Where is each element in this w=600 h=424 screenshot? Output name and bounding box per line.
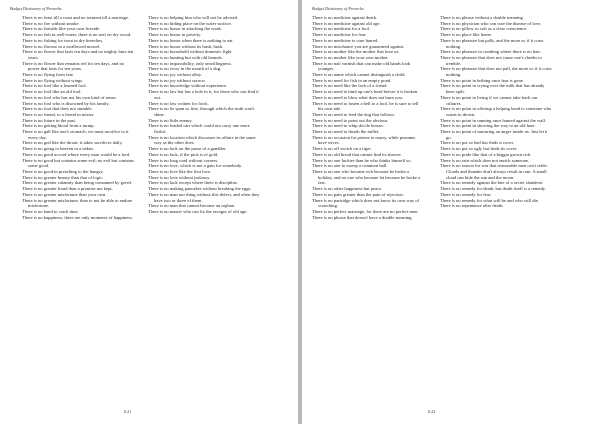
proverb-entry: There is no fool who has not his own kind of sense. [22, 94, 117, 100]
proverb-entry: There is no point in offering a helping hand to someone who wants to drown. [440, 106, 552, 117]
proverb-entry: There is no fishing for trout in dry breeches. [22, 37, 104, 43]
proverb-entry: There is no remedy for what will be and who will die. [440, 197, 539, 203]
proverb-entry: There is no knowledge without experience. [148, 83, 228, 89]
proverb-entry: There is no need for fish in an empty pond. [312, 77, 392, 83]
proverb-entry: There is no flying from fate. [22, 72, 75, 78]
proverb-entry: There is no mischance you are guaranteed against. [312, 43, 405, 49]
proverb-entry: There is no household without domestic fight. [148, 49, 233, 55]
proverb-entry: There is no remedy for death, but death itself is a remedy. [440, 186, 546, 192]
proverb-entry: There is no physician who can cure the disease of love. [440, 20, 542, 26]
proverb-entry: There is no greater misfortune than your own. [22, 191, 107, 197]
proverb-entry: There is no hunting but with old hounds. [148, 54, 223, 60]
proverb-entry: There is no pleasure that does not cause one's cheeks to tremble. [440, 54, 542, 66]
proverb-entry: There is no need to fasten a bell to a fool, he is sure to tell his own tale. [312, 100, 419, 112]
proverb-entry: There is no name which cannot distinguish a child. [312, 72, 406, 78]
proverb-entry: There is no pleasure but palls, and the more so if it costs nothing. [440, 37, 544, 49]
proverb-entry: There is no flying without wings. [22, 77, 84, 83]
proverb-entry: There is no reason for war that reasonable men can't settle. Clouds and thunder don't always result in rain. A small cloud can hide the sun and the moon. [440, 163, 548, 180]
proverb-column-left-2 [148, 15, 260, 215]
proverb-entry: There is no fool who is disowned by his family. [22, 100, 110, 106]
proverb-entry: There is no place like home. [440, 32, 493, 38]
proverb-entry: There is no rain which does not enrich someone. [440, 157, 530, 163]
proverb-entry: There is no luck except where there is discipline. [148, 180, 238, 186]
proverb-entry: There is no occasion for priests to marry, while peasants have wives. [312, 134, 416, 146]
proverb-entry: There is no fish in well-water, there is no seal on dry wood. [22, 32, 132, 38]
proverb-entry: There is no man nor thing without this defect, and often they have two or three of them. [148, 191, 260, 203]
proverb-entry: There is no need to blow what does not burn you. [312, 94, 403, 100]
proverb-entry: There is no flavour in a swallowed morsel. [22, 43, 101, 49]
proverb-entry: There is no ivory in the mouth of a dog. [148, 66, 222, 72]
proverb-column-right-2 [440, 15, 552, 209]
proverb-entry: There is no good in preaching to the hungry. [22, 168, 104, 174]
proverb-entry: There is no old bread that cannot find its shower. [312, 151, 402, 157]
proverb-entry: There is no pot so bad but finds it cover. [440, 140, 514, 146]
proverb-entry: There is no greater fraud than a promise not kept. [22, 186, 113, 192]
proverb-entry: There is no hiding place on the water surface. [148, 20, 232, 26]
proverb-entry: There is no point in crying over the milk that has already been spilt. [440, 83, 545, 95]
proverb-entry: There is no pot so ugly but finds its cover. [440, 146, 518, 152]
running-header: Budget Dictionary of Proverbs [10, 6, 62, 11]
proverb-entry: There is no love, which is not a gain for somebody. [148, 163, 243, 169]
proverb-entry: There is no location which discusses its affairs in the same way as the other does. [148, 134, 256, 146]
proverb-entry: There is no nail varnish that can make old hands look younger. [312, 60, 411, 72]
proverb-entry: There is no need like the lack of a friend. [312, 83, 388, 89]
proverb-entry: There is no good but contains some evil; no evil but contains some good. [22, 157, 134, 169]
proverb-entry: There is no off switch on a tiger. [312, 146, 372, 152]
proverb-entry: There is no lie spun so fine, through which the truth won't shine. [148, 106, 255, 117]
proverb-entry: There is no man that cannot become an orphan. [148, 203, 236, 209]
proverb-entry: There is no partridge which does not know its own way of scratching. [312, 197, 420, 209]
proverb-entry: There is no medicine for a fool. [312, 26, 371, 32]
proverb-entry: There is no point in living if we cannot take back our cultures. [440, 94, 538, 106]
proverb-entry: There is no fool like an old fool. [22, 89, 82, 95]
proverb-entry: There is no phrase without a double meaning. [440, 15, 524, 20]
proverb-entry: There is no remedy for fear. [440, 191, 492, 197]
proverb-entry: There is no future in the past. [22, 117, 76, 123]
proverb-entry: There is no pain greater than the pain of rejection. [312, 191, 404, 197]
proverb-entry: There is no medicine against death. [312, 15, 378, 20]
proverb-entry: There is no one to sweep a common hall. [312, 163, 388, 169]
proverb-entry: There is no law written for fools. [148, 100, 209, 106]
proverb-entry: There is no point in showing the way to an old hare. [440, 123, 536, 129]
proverb-entry: There is no good accord where every man would be a lord. [22, 151, 131, 157]
proverb-entry: There is no gall like one's stomach; we must sacrifice to it every day. [22, 129, 129, 140]
proverb-entry: There is no friend, to a friend in mister. [22, 111, 95, 117]
proverb-entry: There is no greater calamity than being consumed by greed. [22, 180, 132, 186]
proverb-entry: There is no other happiness but peace. [312, 186, 383, 192]
proverb-entry: There is no house without its hush, hush. [148, 43, 224, 49]
proverb-entry: There is no pride like that of a beggar grown rich. [440, 151, 532, 157]
proverb-entry: There is no joy without alloy. [148, 72, 203, 78]
proverb-entry: There is no joy without sorrow. [148, 77, 206, 83]
proverb-entry: There is no making pancakes without breaking the eggs. [148, 186, 252, 192]
proverb-entry: There is no mother like the mother that bore us. [312, 49, 400, 55]
proverb-entry: There is no need to thrash the millet. [312, 129, 380, 135]
proverb-entry: There is no happiness; there are only moments of happiness. [22, 214, 133, 220]
proverb-entry: There is no point in running once hunted against the wall. [440, 117, 547, 123]
proverb-entry: There is no flower that lasts ten days and no mighty lasts ten years. [22, 49, 134, 60]
proverb-entry: There is no flower that remains red for ten days, and no power that lasts for ten years. [22, 60, 125, 72]
proverb-entry: There is no love without jealousy. [148, 174, 211, 180]
proverb-entry: There is no honor in attacking the weak. [148, 26, 222, 32]
proverb-entry: There is no pleasure in combing where there is no hair. [440, 49, 541, 55]
proverb-column-left-1 [22, 15, 134, 220]
left-page [0, 0, 298, 424]
proverb-entry: There is no need to bind up one's head before it is broken. [312, 89, 419, 95]
proverb-entry: There is no long road without corners. [148, 157, 219, 163]
proverb-entry: There is no one who became rich because he broke a holiday, and no one who became fat because he broke a fast. [312, 168, 421, 186]
page-number: 6.22 [428, 409, 436, 414]
proverb-entry: There is no point of nurturing an anger inside us. Just let it go. [440, 129, 548, 140]
proverb-entry: There is no luck on the purse of a gambler. [148, 146, 227, 152]
proverb-column-right-1 [312, 15, 424, 220]
proverb-entry: There is no repentance after death. [440, 203, 504, 209]
proverb-entry: There is no honor in poverty. [148, 32, 202, 38]
proverb-entry: There is no phrase that doesn't have a double meaning. [312, 214, 413, 220]
proverb-entry: There is no medicine against old age. [312, 20, 381, 26]
proverb-entry: There is no medicine for fear. [312, 32, 367, 38]
proverb-entry: There is no getting blood from a turnip. [22, 123, 95, 129]
proverb-entry: There is no love like the first love. [148, 168, 212, 174]
proverb-entry: There is no point in bribing once fear is gone. [440, 77, 524, 83]
proverb-entry: There is no going to heaven in a sedan. [22, 146, 94, 152]
proverb-entry: There is no little enemy. [148, 117, 193, 123]
proverb-entry: There is no one luckier than he who thinks himself so. [312, 157, 412, 163]
running-header: Budget Dictionary of Proverbs [312, 6, 364, 11]
proverb-entry: There is no fool like a learned fool. [22, 83, 87, 89]
proverb-entry: There is no fireside like your own fireside. [22, 26, 101, 32]
proverb-entry: There is no hand to catch time. [22, 208, 79, 214]
page-number: 6.21 [124, 409, 132, 414]
right-page [302, 0, 600, 424]
proverb-entry: There is no loaded cart which could not carry one more fistful. [148, 123, 250, 135]
proverb-entry: There is no pillow so soft as a clear conscience. [440, 26, 528, 32]
proverb-entry: There is no honor when there is nothing to eat. [148, 37, 234, 43]
proverb-entry: There is no impossibility, only unwillingness. [148, 60, 232, 66]
proverb-entry: There is no greater beauty than that of logic. [22, 174, 104, 180]
proverb-entry: There is no foot that does not stumble. [22, 106, 93, 112]
proverb-entry: There is no perfect marriage, for there are no perfect men. [312, 208, 419, 214]
proverb-entry: There is no law but has a hole in it, for those who can find it out. [148, 89, 259, 100]
proverb-entry: There is no mother like your own mother. [312, 54, 389, 60]
proverb-entry: There is no pleasure that does not pall, the more so if it costs nothing. [440, 66, 552, 78]
proverb-entry: There is no master who can fix the ravages of old age. [148, 208, 248, 214]
proverb-entry: There is no greater misfortune, than to not be able to endure misfortune. [22, 197, 133, 209]
proverb-entry: There is no luck, if the pick is of gold. [148, 151, 219, 157]
proverb-entry: There is no need to whip docile horses. [312, 123, 384, 129]
proverb-entry: There is no need to point out the obvious. [312, 117, 389, 123]
proverb-entry: There is no fire without smoke. [22, 20, 80, 26]
proverb-entry: There is no remedy against the bite of a secret slanderer. [440, 180, 544, 186]
proverb-entry: There is no feast till a roast and no torment till a marriage. [22, 15, 130, 20]
proverb-entry: There is no need to feed the dog that follows. [312, 111, 396, 117]
proverb-entry: There is no helping him who will not be advised. [148, 15, 239, 20]
proverb-entry: There is no god like the throat: it takes sacrifices daily. [22, 140, 123, 146]
proverb-entry: There is no medicine to cure hatred. [312, 37, 379, 43]
